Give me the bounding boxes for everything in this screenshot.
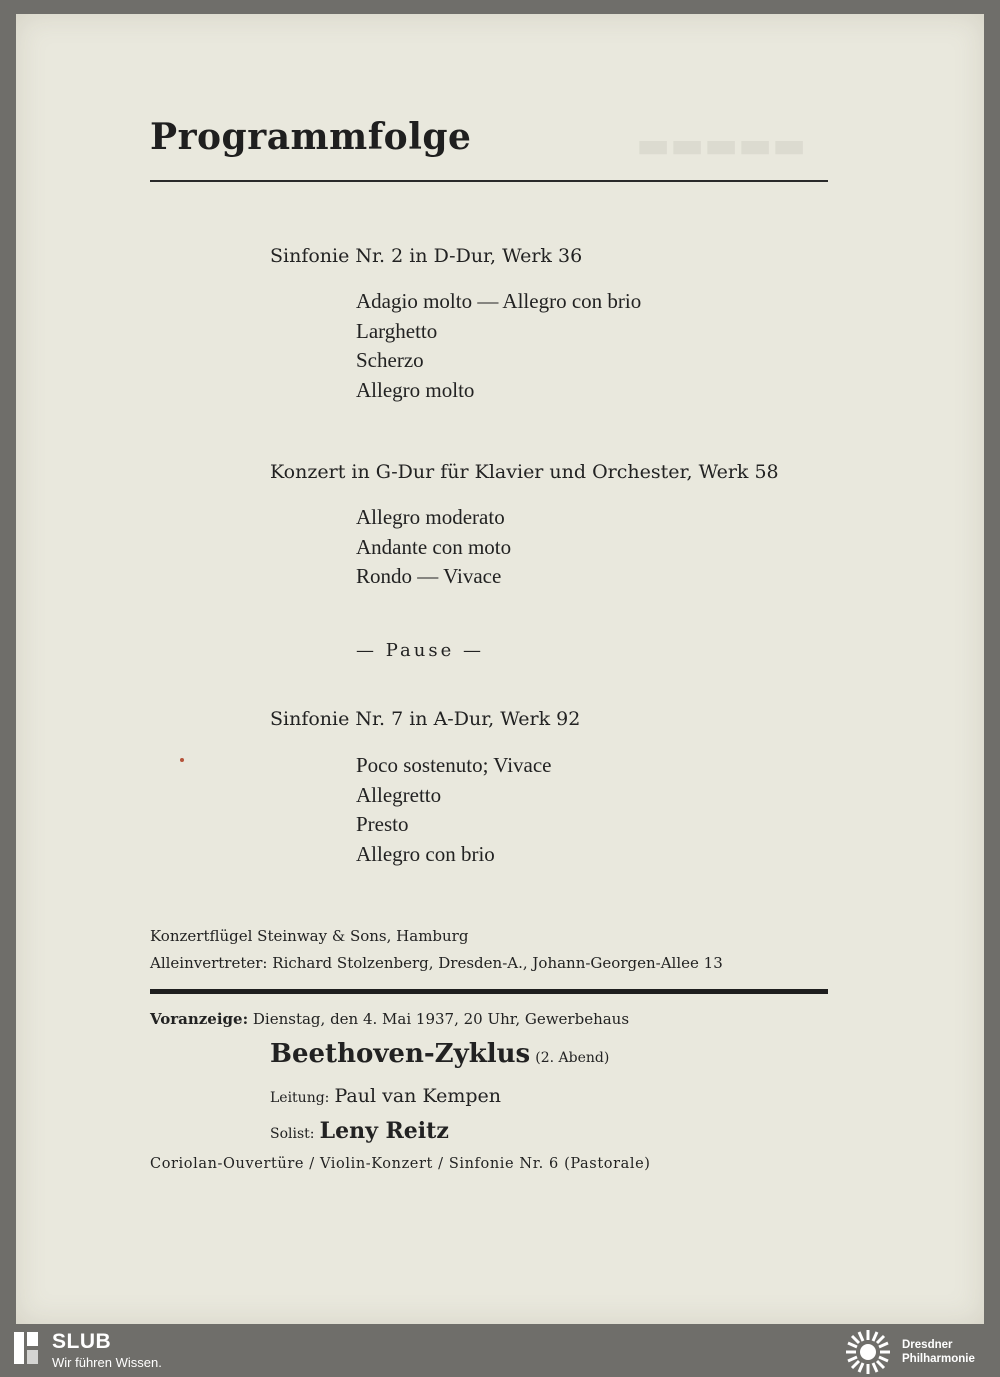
movement-item: Allegro con brio <box>356 841 495 866</box>
orchestra-name-line2: Philharmonie <box>902 1353 975 1365</box>
movement-item: Allegro moderato <box>356 505 505 529</box>
announcement-rule <box>150 989 828 994</box>
piano-dealer-label: Alleinvertreter: <box>150 954 268 972</box>
announcement-program: Coriolan-Ouvertüre / Violin-Konzert / Sinfonie Nr. 6 (Pastorale) <box>150 1156 651 1172</box>
movement-item: Presto <box>356 812 409 836</box>
philharmonie-sunburst-icon <box>842 1328 894 1376</box>
movement-item: Rondo — Vivace <box>356 564 502 588</box>
piano-notice-line1: Konzertflügel Steinway & Sons, Hamburg <box>150 927 469 945</box>
slub-logo-icon <box>12 1330 40 1366</box>
movement-list-1 <box>356 287 641 405</box>
announcement-label: Voranzeige: <box>150 1010 249 1028</box>
orchestra-name-line1: Dresdner <box>902 1339 953 1351</box>
movement-list-3 <box>356 751 552 869</box>
soloist-name: Leny Reitz <box>319 1118 449 1144</box>
intermission-label: — Pause — <box>356 640 484 661</box>
movement-item: Larghetto <box>356 318 438 343</box>
announcement-date: Dienstag, den 4. Mai 1937, 20 Uhr, Gewerbehaus <box>252 1010 630 1028</box>
movement-item: Allegro molto <box>356 377 475 402</box>
movement-item: Scherzo <box>356 348 424 372</box>
conductor-name: Paul van Kempen <box>334 1085 502 1107</box>
movement-item: Adagio molto — Allegro con brio <box>356 289 642 313</box>
movement-item: Allegretto <box>356 782 442 807</box>
library-name: SLUB <box>52 1330 112 1353</box>
soloist-line <box>270 1118 449 1144</box>
announcement-date-line <box>150 1010 629 1028</box>
movement-item: Poco sostenuto; Vivace <box>356 753 552 777</box>
event-subtitle: (2. Abend) <box>535 1050 610 1066</box>
event-title: Beethoven-Zyklus <box>270 1039 531 1069</box>
work-title-2: Konzert in G-Dur für Klavier und Orchester, Werk 58 <box>270 461 779 483</box>
piano-notice-line2 <box>150 954 723 972</box>
work-title-1: Sinfonie Nr. 2 in D-Dur, Werk 36 <box>270 245 583 267</box>
library-tagline: Wir führen Wissen. <box>52 1355 162 1370</box>
title-rule <box>150 180 828 182</box>
event-title-line <box>270 1039 609 1069</box>
page-title: Programmfolge <box>150 116 472 158</box>
movement-list-2 <box>356 503 511 592</box>
work-title-3: Sinfonie Nr. 7 in A-Dur, Werk 92 <box>270 708 581 730</box>
paper-stain <box>180 758 184 762</box>
conductor-line <box>270 1085 501 1107</box>
soloist-label: Solist: <box>270 1126 315 1142</box>
orchestra-name <box>902 1338 975 1366</box>
conductor-label: Leitung: <box>270 1090 330 1106</box>
viewer-footer <box>0 1326 1000 1377</box>
piano-dealer-text: Richard Stolzenberg, Dresden-A., Johann-Georgen-Allee 13 <box>272 954 723 972</box>
program-page: ▬▬▬▬▬ <box>16 14 984 1324</box>
movement-item: Andante con moto <box>356 534 512 559</box>
